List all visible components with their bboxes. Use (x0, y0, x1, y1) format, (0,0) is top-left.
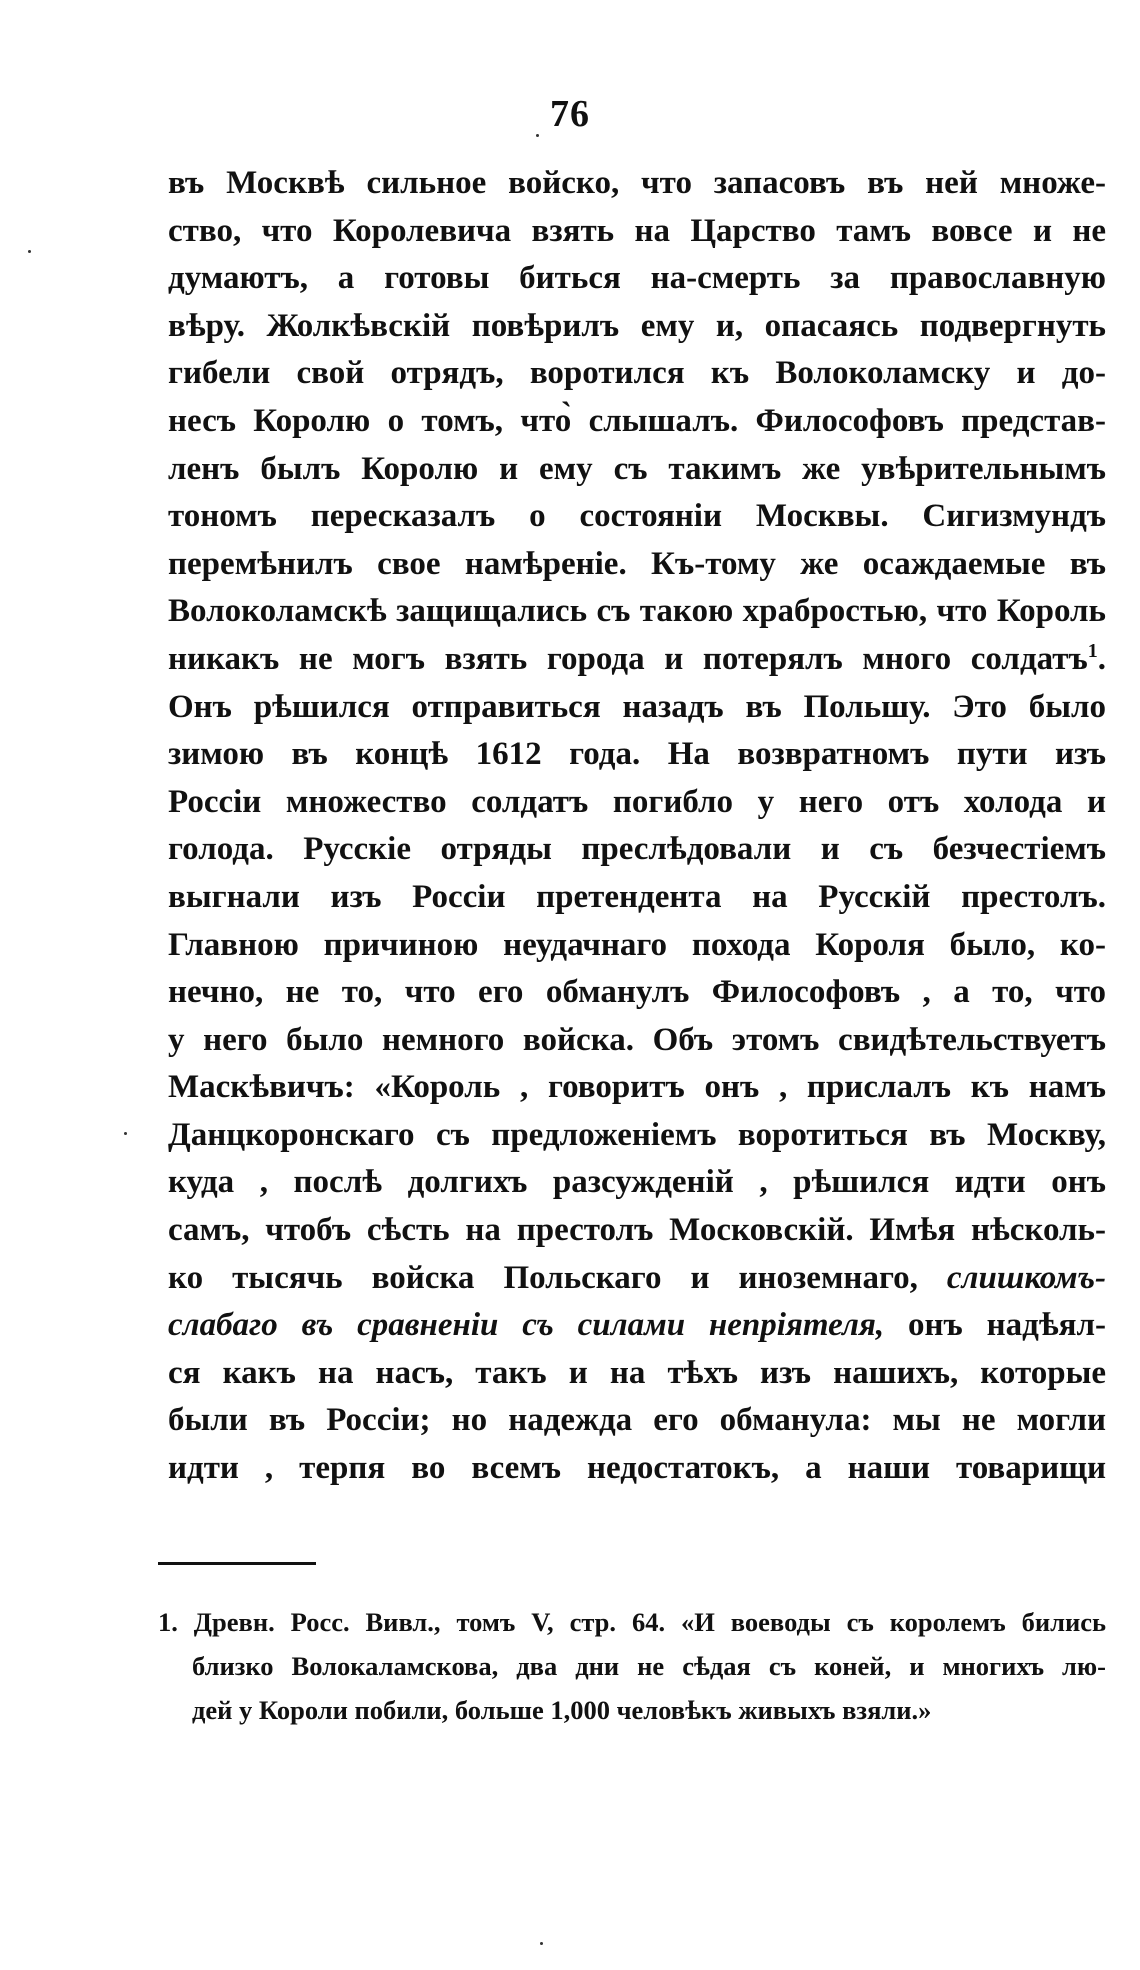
text-line-15: голода. Русскіе отряды преслѣдовали и съ безчестіемъ (168, 831, 1106, 868)
text-line-18: нечно, не то, что его обманулъ Философовъ , а то, что (168, 974, 1106, 1011)
text-line-9: перемѣнилъ свое намѣреніе. Къ-тому же осаждаемые въ (168, 545, 1106, 582)
text-line-3: думаютъ, а готовы биться на-смерть за православную (168, 260, 1106, 297)
text-line-17: Главною причиною неудачнаго похода Короля было, ко- (168, 926, 1106, 963)
page-number: 76 (550, 93, 590, 135)
text-line-20: Маскѣвичъ: «Король , говоритъ онъ , прислалъ къ намъ (168, 1069, 1106, 1106)
scan-speck (28, 250, 31, 253)
footnote-reference: 1 (1087, 639, 1098, 662)
text-line-22: куда , послѣ долгихъ разсужденій , рѣшился идти онъ (168, 1164, 1106, 1201)
text-line-11-end: . (1097, 640, 1106, 677)
text-line-24-italic: слишкомъ- (946, 1259, 1107, 1296)
text-line-12: Онъ рѣшился отправиться назадъ въ Польшу. Это было (168, 688, 1106, 725)
body-text (168, 160, 1106, 1493)
text-line-1: въ Москвѣ сильное войско, что запасовъ въ ней множе- (168, 165, 1106, 201)
scan-speck (540, 1942, 543, 1945)
text-line-13: зимою въ концѣ 1612 года. На возвратномъ пути изъ (168, 736, 1106, 773)
text-line-8: тономъ пересказалъ о состояніи Москвы. Сигизмундъ (168, 498, 1106, 535)
footnote-separator (158, 1562, 316, 1565)
footnote-line-3: дей у Короли побили, больше 1,000 человѣкъ живыхъ взяли.» (192, 1695, 932, 1725)
footnotes (158, 1600, 1106, 1732)
text-line-11 (168, 636, 1106, 684)
text-line-25 (168, 1302, 1106, 1350)
text-line-28: идти , терпя во всемъ недостатокъ, а наши товарищи (168, 1450, 1106, 1487)
text-line-24-main: ко тысячь войска Польскаго и иноземнаго, (168, 1259, 918, 1296)
text-line-11-main: никакъ не могъ взять города и потерялъ много солдатъ (168, 640, 1088, 677)
text-line-4: вѣру. Жолкѣвскій повѣрилъ ему и, опасаясь подвергнуть (168, 307, 1106, 344)
text-line-26: ся какъ на насъ, такъ и на тѣхъ изъ нашихъ, которые (168, 1354, 1106, 1391)
text-line-5: гибели свой отрядъ, воротился къ Волоколамску и до- (168, 355, 1106, 392)
text-line-7: ленъ былъ Королю и ему съ такимъ же увѣрительнымъ (168, 450, 1106, 487)
text-line-25-tail: онъ надѣял- (908, 1307, 1106, 1344)
text-line-27: были въ Россіи; но надежда его обманула: мы не могли (168, 1402, 1106, 1439)
scan-speck (536, 134, 539, 137)
text-line-10: Волоколамскѣ защищались съ такою храбростью, что Король (168, 593, 1106, 630)
text-line-21: Данцкоронскаго съ предложеніемъ воротиться въ Москву, (168, 1116, 1106, 1153)
text-line-23: самъ, чтобъ сѣсть на престолъ Московскій. Имѣя нѣсколь- (168, 1212, 1106, 1249)
text-line-2: ство, что Королевича взять на Царство тамъ вовсе и не (168, 212, 1106, 249)
text-line-24 (168, 1255, 1106, 1303)
scan-speck (124, 1132, 127, 1135)
footnote-line-2: близко Волокаламскова, два дни не сѣдая съ коней, и многихъ лю- (192, 1651, 1106, 1681)
text-line-25-italic: слабаго въ сравненіи съ силами непріятеля, (168, 1307, 885, 1344)
footnote-line-1: 1. Древн. Росс. Вивл., томъ V, стр. 64. «И воеводы съ королемъ бились (158, 1607, 1106, 1637)
text-line-14: Россіи множество солдатъ погибло у него отъ холода и (168, 783, 1106, 820)
text-line-16: выгнали изъ Россіи претендента на Русскій престолъ. (168, 878, 1106, 915)
text-line-19: у него было немного войска. Объ этомъ свидѣтельствуетъ (168, 1021, 1106, 1058)
text-line-6: несъ Королю о томъ, что̀ слышалъ. Философовъ представ- (168, 402, 1106, 439)
